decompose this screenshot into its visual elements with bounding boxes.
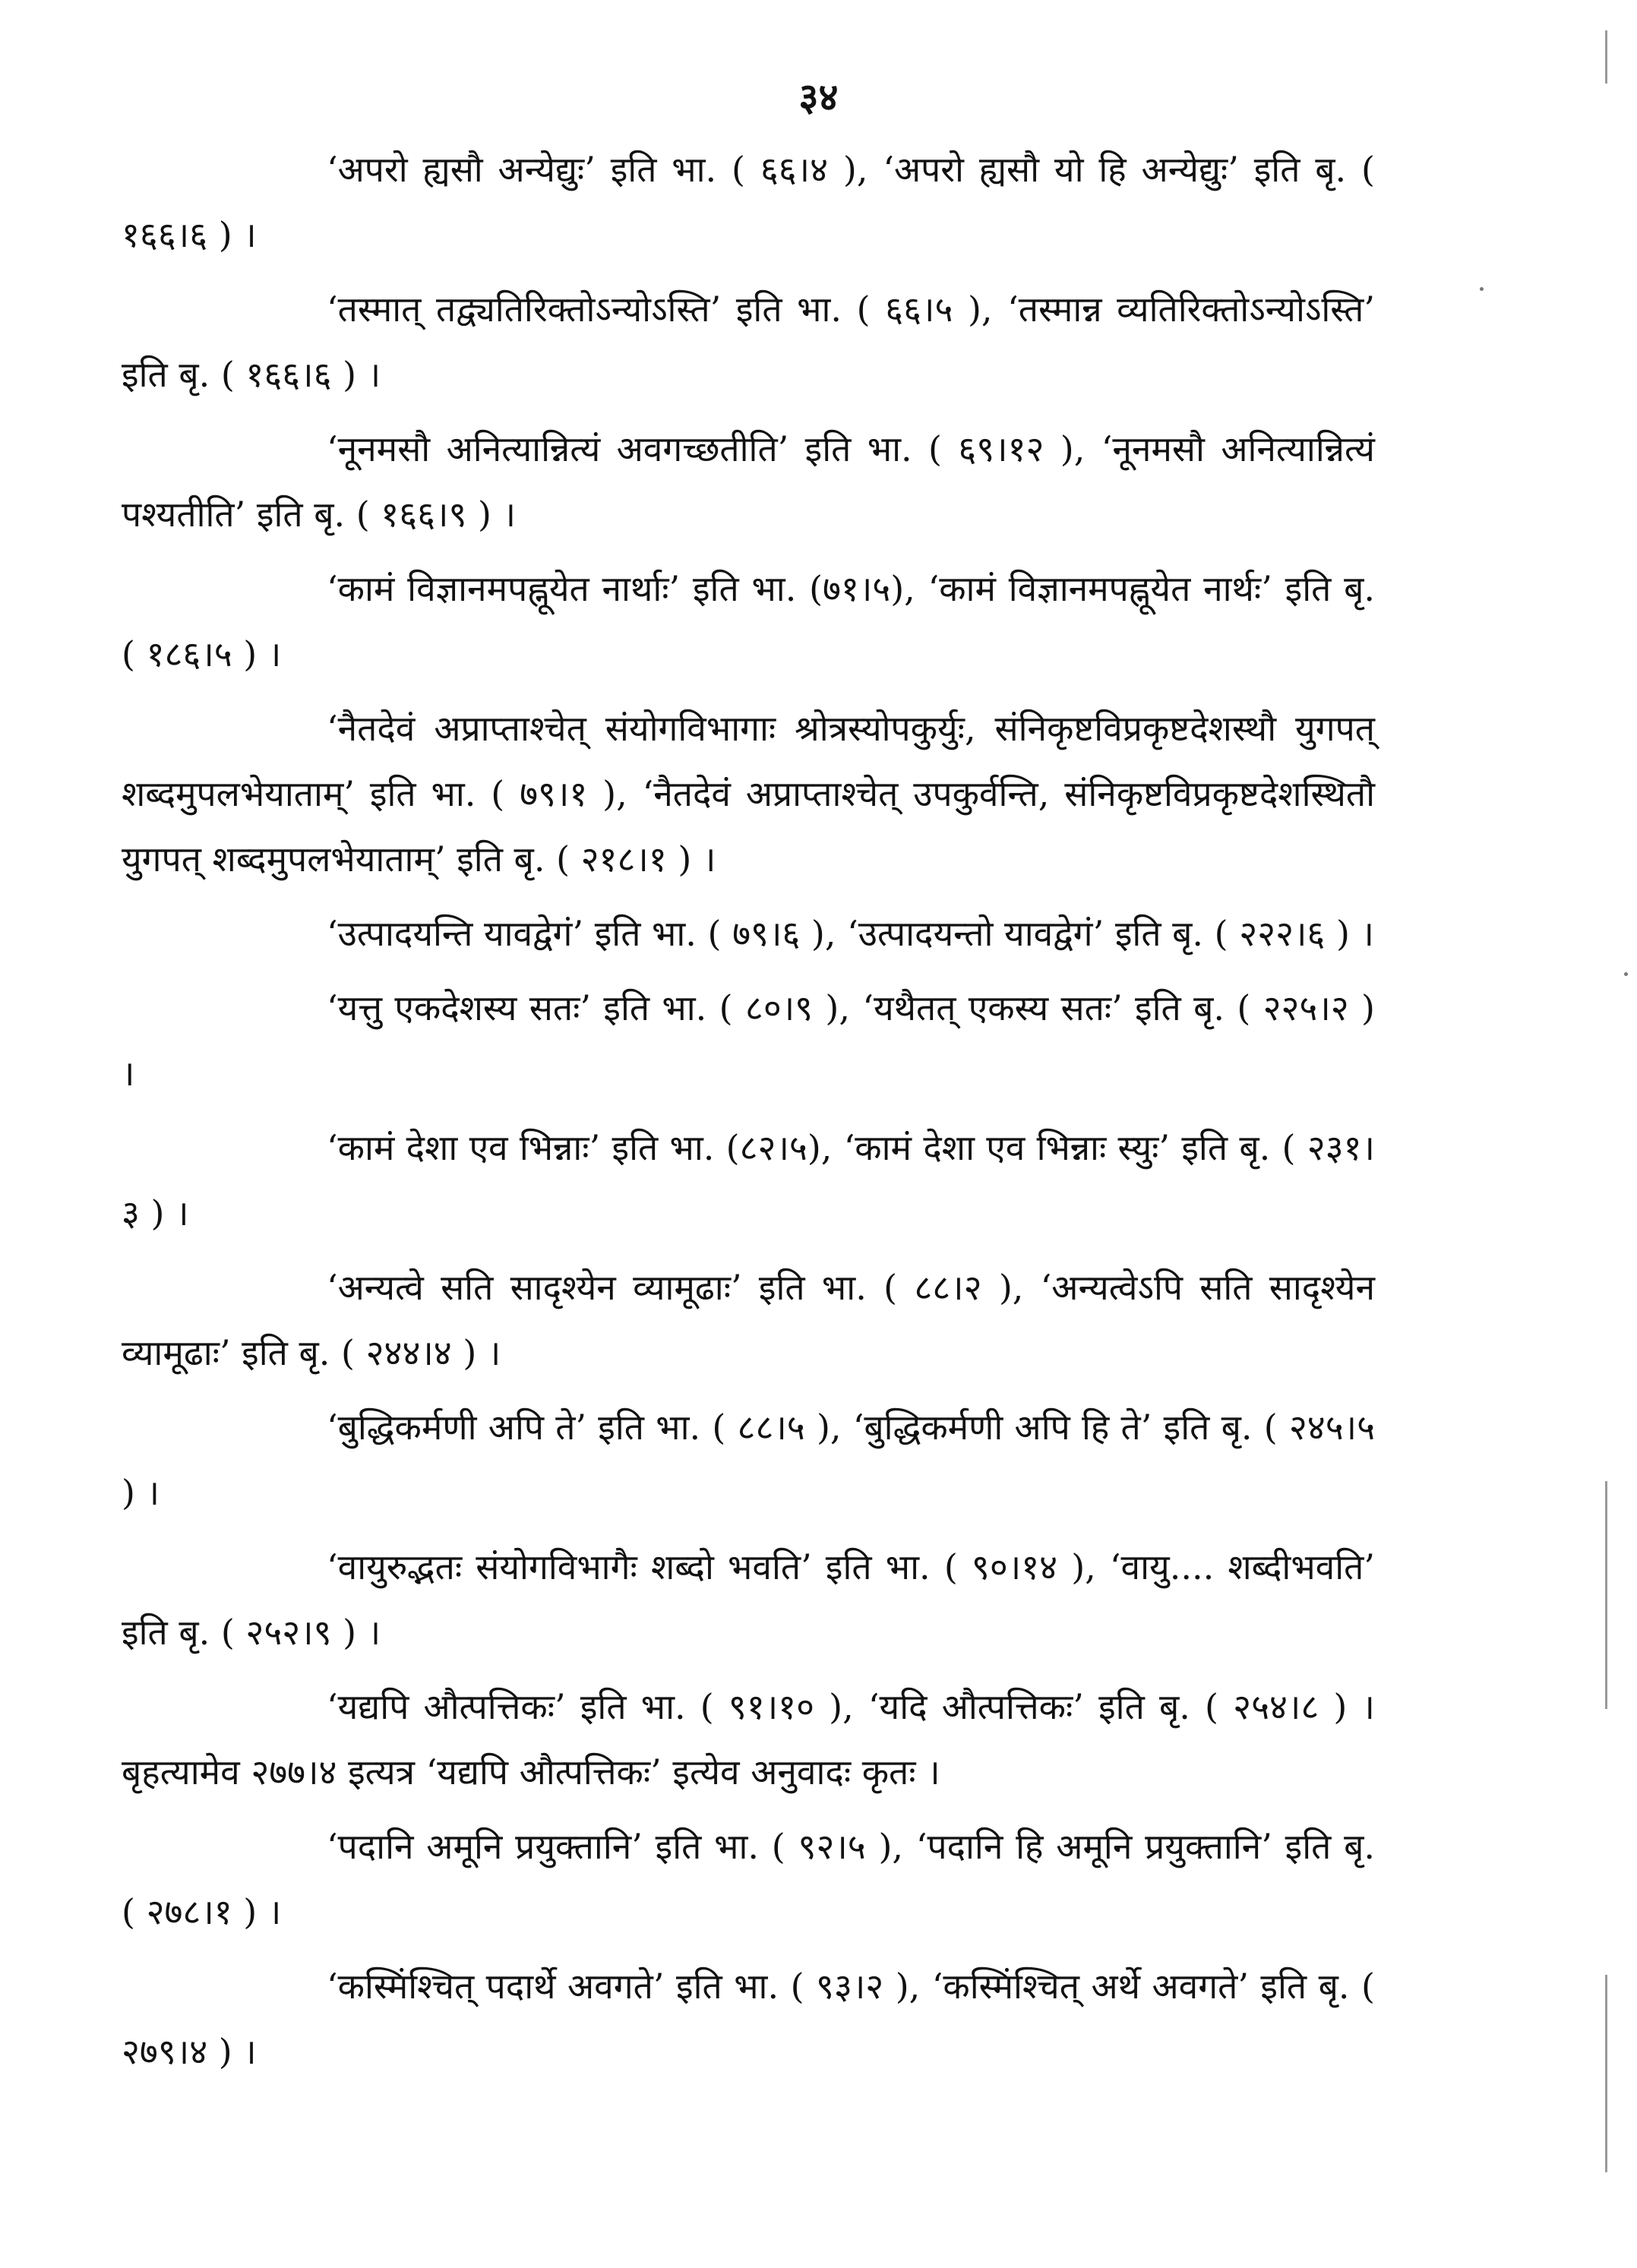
entry-13: ‘पदानि अमूनि प्रयुक्तानि’ इति भा. ( ९२।५ ), ‘पदानि हि अमूनि प्रयुक्तानि’ इति बृ. ( २७८।१ ) । [122, 1826, 1375, 1932]
entry-1: ‘अपरो ह्यसौ अन्येद्युः’ इति भा. ( ६६।४ ), ‘अपरो ह्यसौ यो हि अन्येद्युः’ इति बृ. ( १६६।६ ) । [122, 149, 1375, 255]
scan-speck [1480, 287, 1484, 291]
entry-6: ‘उत्पादयन्ति यावद्वेगं’ इति भा. ( ७९।६ ), ‘उत्पादयन्तो यावद्वेगं’ इति बृ. ( २२२।६ ) । [327, 913, 1374, 954]
entry-5: ‘नैतदेवं अप्राप्ताश्चेत् संयोगविभागाः श्रोत्रस्योपकुर्युः, संनिकृष्टविप्रकृष्टदेशस्थौ युगपत् शब्दमुपलभेयाताम्’ इति भा. ( ७९।१ ), ‘नैतदेवं अप्राप्ताश्चेत् उपकुर्वन्ति, संनिकृष्टविप्रकृष्टदेशस्थितौ युगपत् शब्दमुपलभेयाताम्’ इति बृ. ( २१८।१ ) । [122, 708, 1375, 880]
entry-14: ‘कस्मिंश्चित् पदार्थे अवगते’ इति भा. ( ९३।२ ), ‘कस्मिंश्चित् अर्थे अवगते’ इति बृ. ( २७९।४ ) । [122, 1966, 1375, 2072]
scan-edge-line [1605, 1975, 1607, 2172]
entry-4: ‘कामं विज्ञानमपह्नूयेत नार्थाः’ इति भा. (७१।५), ‘कामं विज्ञानमपह्नूयेत नार्थः’ इति बृ. ( १८६।५ ) । [122, 568, 1375, 674]
page-body [122, 137, 1375, 2093]
entry-11: ‘वायुरुद्भतः संयोगविभागैः शब्दो भवति’ इति भा. ( ९०।१४ ), ‘वायु.... शब्दीभवति’ इति बृ. ( २५२।९ ) । [122, 1546, 1375, 1653]
scan-speck [1624, 972, 1628, 976]
entry-8: ‘कामं देशा एव भिन्नाः’ इति भा. (८२।५), ‘कामं देशा एव भिन्नाः स्युः’ इति बृ. ( २३१।३ ) । [122, 1127, 1375, 1234]
scan-edge-line [1605, 30, 1607, 84]
scan-edge-line [1605, 1481, 1607, 1709]
entry-7: ‘यत्तु एकदेशस्य सतः’ इति भा. ( ८०।९ ), ‘यथैतत् एकस्य सतः’ इति बृ. ( २२५।२ ) । [122, 987, 1375, 1094]
entry-3: ‘नूनमसौ अनित्यान्नित्यं अवगच्छतीति’ इति भा. ( ६९।१२ ), ‘नूनमसौ अनित्यान्नित्यं पश्यतीति’ इति बृ. ( १६६।९ ) । [122, 428, 1375, 535]
entry-9: ‘अन्यत्वे सति सादृश्येन व्यामूढाः’ इति भा. ( ८८।२ ), ‘अन्यत्वेऽपि सति सादृश्येन व्यामूढाः’ इति बृ. ( २४४।४ ) । [122, 1267, 1375, 1373]
page-number: ३४ [798, 74, 839, 119]
entry-2: ‘तस्मात् तद्व्यतिरिक्तोऽन्योऽस्ति’ इति भा. ( ६६।५ ), ‘तस्मान्न व्यतिरिक्तोऽन्योऽस्ति’ इति बृ. ( १६६।६ ) । [122, 289, 1375, 395]
entry-10: ‘बुद्धिकर्मणी अपि ते’ इति भा. ( ८८।५ ), ‘बुद्धिकर्मणी अपि हि ते’ इति बृ. ( २४५।५ ) । [122, 1407, 1375, 1513]
entry-12: ‘यद्यपि औत्पत्तिकः’ इति भा. ( ९१।१० ), ‘यदि औत्पत्तिकः’ इति बृ. ( २५४।८ ) । बृहत्यामेव २७७।४ इत्यत्र ‘यद्यपि औत्पत्तिकः’ इत्येव अनुवादः कृतः । [122, 1686, 1375, 1793]
